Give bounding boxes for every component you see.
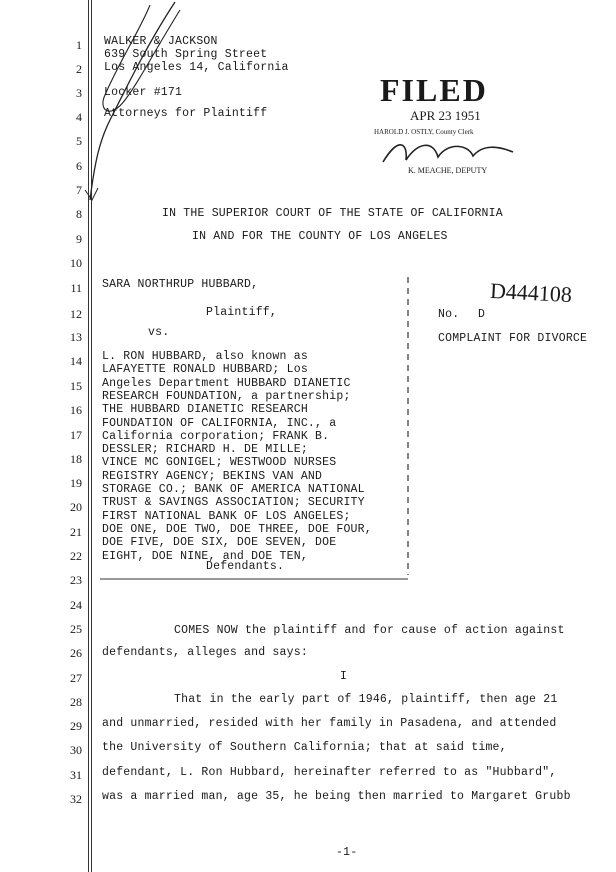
- firm-city: Los Angeles 14, California: [104, 61, 289, 74]
- filed-stamp-clerk: HAROLD J. OSTLY, County Clerk: [374, 128, 474, 136]
- line-number: 29: [70, 719, 82, 733]
- line-number: 6: [76, 159, 82, 173]
- court-title-line2: IN AND FOR THE COUNTY OF LOS ANGELES: [192, 230, 448, 243]
- filed-stamp: [374, 72, 518, 182]
- line-number: 11: [70, 281, 82, 295]
- paragraph-line: and unmarried, resided with her family in Pasadena, and attended: [102, 717, 557, 730]
- line-number: 26: [70, 646, 82, 660]
- firm-street: 639 South Spring Street: [104, 48, 268, 61]
- line-number: 9: [76, 232, 82, 246]
- line-number: 22: [70, 549, 82, 563]
- line-number: 14: [70, 354, 82, 368]
- defendant-line: DOE FIVE, DOE SIX, DOE SEVEN, DOE: [102, 536, 337, 550]
- case-number-stamp: D444108: [489, 277, 573, 308]
- defendant-line: Angeles Department HUBBARD DIANETIC: [102, 376, 351, 390]
- line-number: 12: [70, 307, 82, 321]
- section-heading: I: [340, 670, 348, 683]
- line-number: 2: [76, 62, 82, 76]
- line-number: 10: [70, 256, 82, 270]
- line-number: 15: [70, 379, 82, 393]
- defendant-line: RESEARCH FOUNDATION, a partnership;: [102, 389, 351, 403]
- filed-stamp-word: FILED: [380, 72, 488, 108]
- line-number: 7: [76, 183, 82, 197]
- line-number: 30: [70, 743, 82, 757]
- defendant-line: VINCE MC GONIGEL; WESTWOOD NURSES: [102, 456, 337, 470]
- court-title-line1: IN THE SUPERIOR COURT OF THE STATE OF CALIFORNIA: [162, 207, 503, 220]
- line-number: 19: [70, 476, 82, 490]
- defendants-label: Defendants.: [206, 560, 285, 573]
- plaintiff-label: Plaintiff,: [206, 306, 278, 319]
- defendant-line: DESSLER; RICHARD H. DE MILLE;: [102, 443, 308, 457]
- case-number-letter: D: [478, 308, 486, 321]
- filed-stamp-date: APR 23 1951: [410, 108, 481, 123]
- intro-line-1: COMES NOW the plaintiff and for cause of action against: [174, 624, 565, 637]
- line-number: 28: [70, 695, 82, 709]
- firm-locker: Locker #171: [104, 86, 183, 99]
- versus: vs.: [148, 326, 170, 339]
- signature-scribble: [80, 0, 200, 210]
- defendant-line: DOE ONE, DOE TWO, DOE THREE, DOE FOUR,: [102, 522, 372, 536]
- paragraph-line: the University of Southern California; that at said time,: [102, 741, 507, 754]
- defendant-line: FIRST NATIONAL BANK OF LOS ANGELES;: [102, 509, 351, 523]
- line-number: 4: [76, 110, 82, 124]
- document-title: COMPLAINT FOR DIVORCE: [438, 332, 588, 345]
- line-number: 1: [76, 38, 82, 52]
- line-number: 32: [70, 792, 82, 806]
- defendant-line: THE HUBBARD DIANETIC RESEARCH: [102, 403, 308, 417]
- line-number: 20: [70, 500, 82, 514]
- clerk-signature: [378, 132, 518, 170]
- page-number: -1-: [336, 846, 358, 859]
- line-number: 16: [70, 403, 82, 417]
- line-number: 31: [70, 768, 82, 782]
- firm-role: Attorneys for Plaintiff: [104, 107, 268, 120]
- defendant-line: L. RON HUBBARD, also known as: [102, 350, 308, 363]
- firm-name: WALKER & JACKSON: [104, 35, 218, 48]
- intro-line-2: defendants, alleges and says:: [102, 646, 308, 659]
- paragraph-line: was a married man, age 35, he being then married to Margaret Grubb: [102, 790, 571, 803]
- defendant-line: LAFAYETTE RONALD HUBBARD; Los: [102, 363, 308, 377]
- line-number: 21: [70, 525, 82, 539]
- caption-bracket: [98, 275, 418, 587]
- line-number: 3: [76, 86, 82, 100]
- paragraph-line: defendant, L. Ron Hubbard, hereinafter referred to as "Hubbard",: [102, 766, 557, 779]
- line-number: 24: [70, 598, 82, 612]
- line-number: 23: [70, 573, 82, 587]
- line-number: 17: [70, 428, 82, 442]
- defendant-line: STORAGE CO.; BANK OF AMERICA NATIONAL: [102, 483, 365, 496]
- filed-stamp-deputy: K. MEACHE, DEPUTY: [408, 166, 488, 175]
- case-number-label: No.: [438, 308, 460, 321]
- defendant-line: EIGHT, DOE NINE, and DOE TEN,: [102, 549, 308, 563]
- defendant-line: FOUNDATION OF CALIFORNIA, INC., a: [102, 416, 337, 430]
- line-number: 8: [76, 207, 82, 221]
- line-number: 27: [70, 671, 82, 685]
- defendant-line: California corporation; FRANK B.: [102, 429, 330, 443]
- line-number: 18: [70, 452, 82, 466]
- line-number: 5: [76, 134, 82, 148]
- line-number: 25: [70, 622, 82, 636]
- defendant-line: REGISTRY AGENCY; BEKINS VAN AND: [102, 469, 323, 483]
- paragraph-line: That in the early part of 1946, plaintiff, then age 21: [174, 693, 558, 706]
- plaintiff-name: SARA NORTHRUP HUBBARD,: [102, 278, 259, 291]
- defendant-line: TRUST & SAVINGS ASSOCIATION; SECURITY: [102, 496, 365, 510]
- line-number: 13: [70, 330, 82, 344]
